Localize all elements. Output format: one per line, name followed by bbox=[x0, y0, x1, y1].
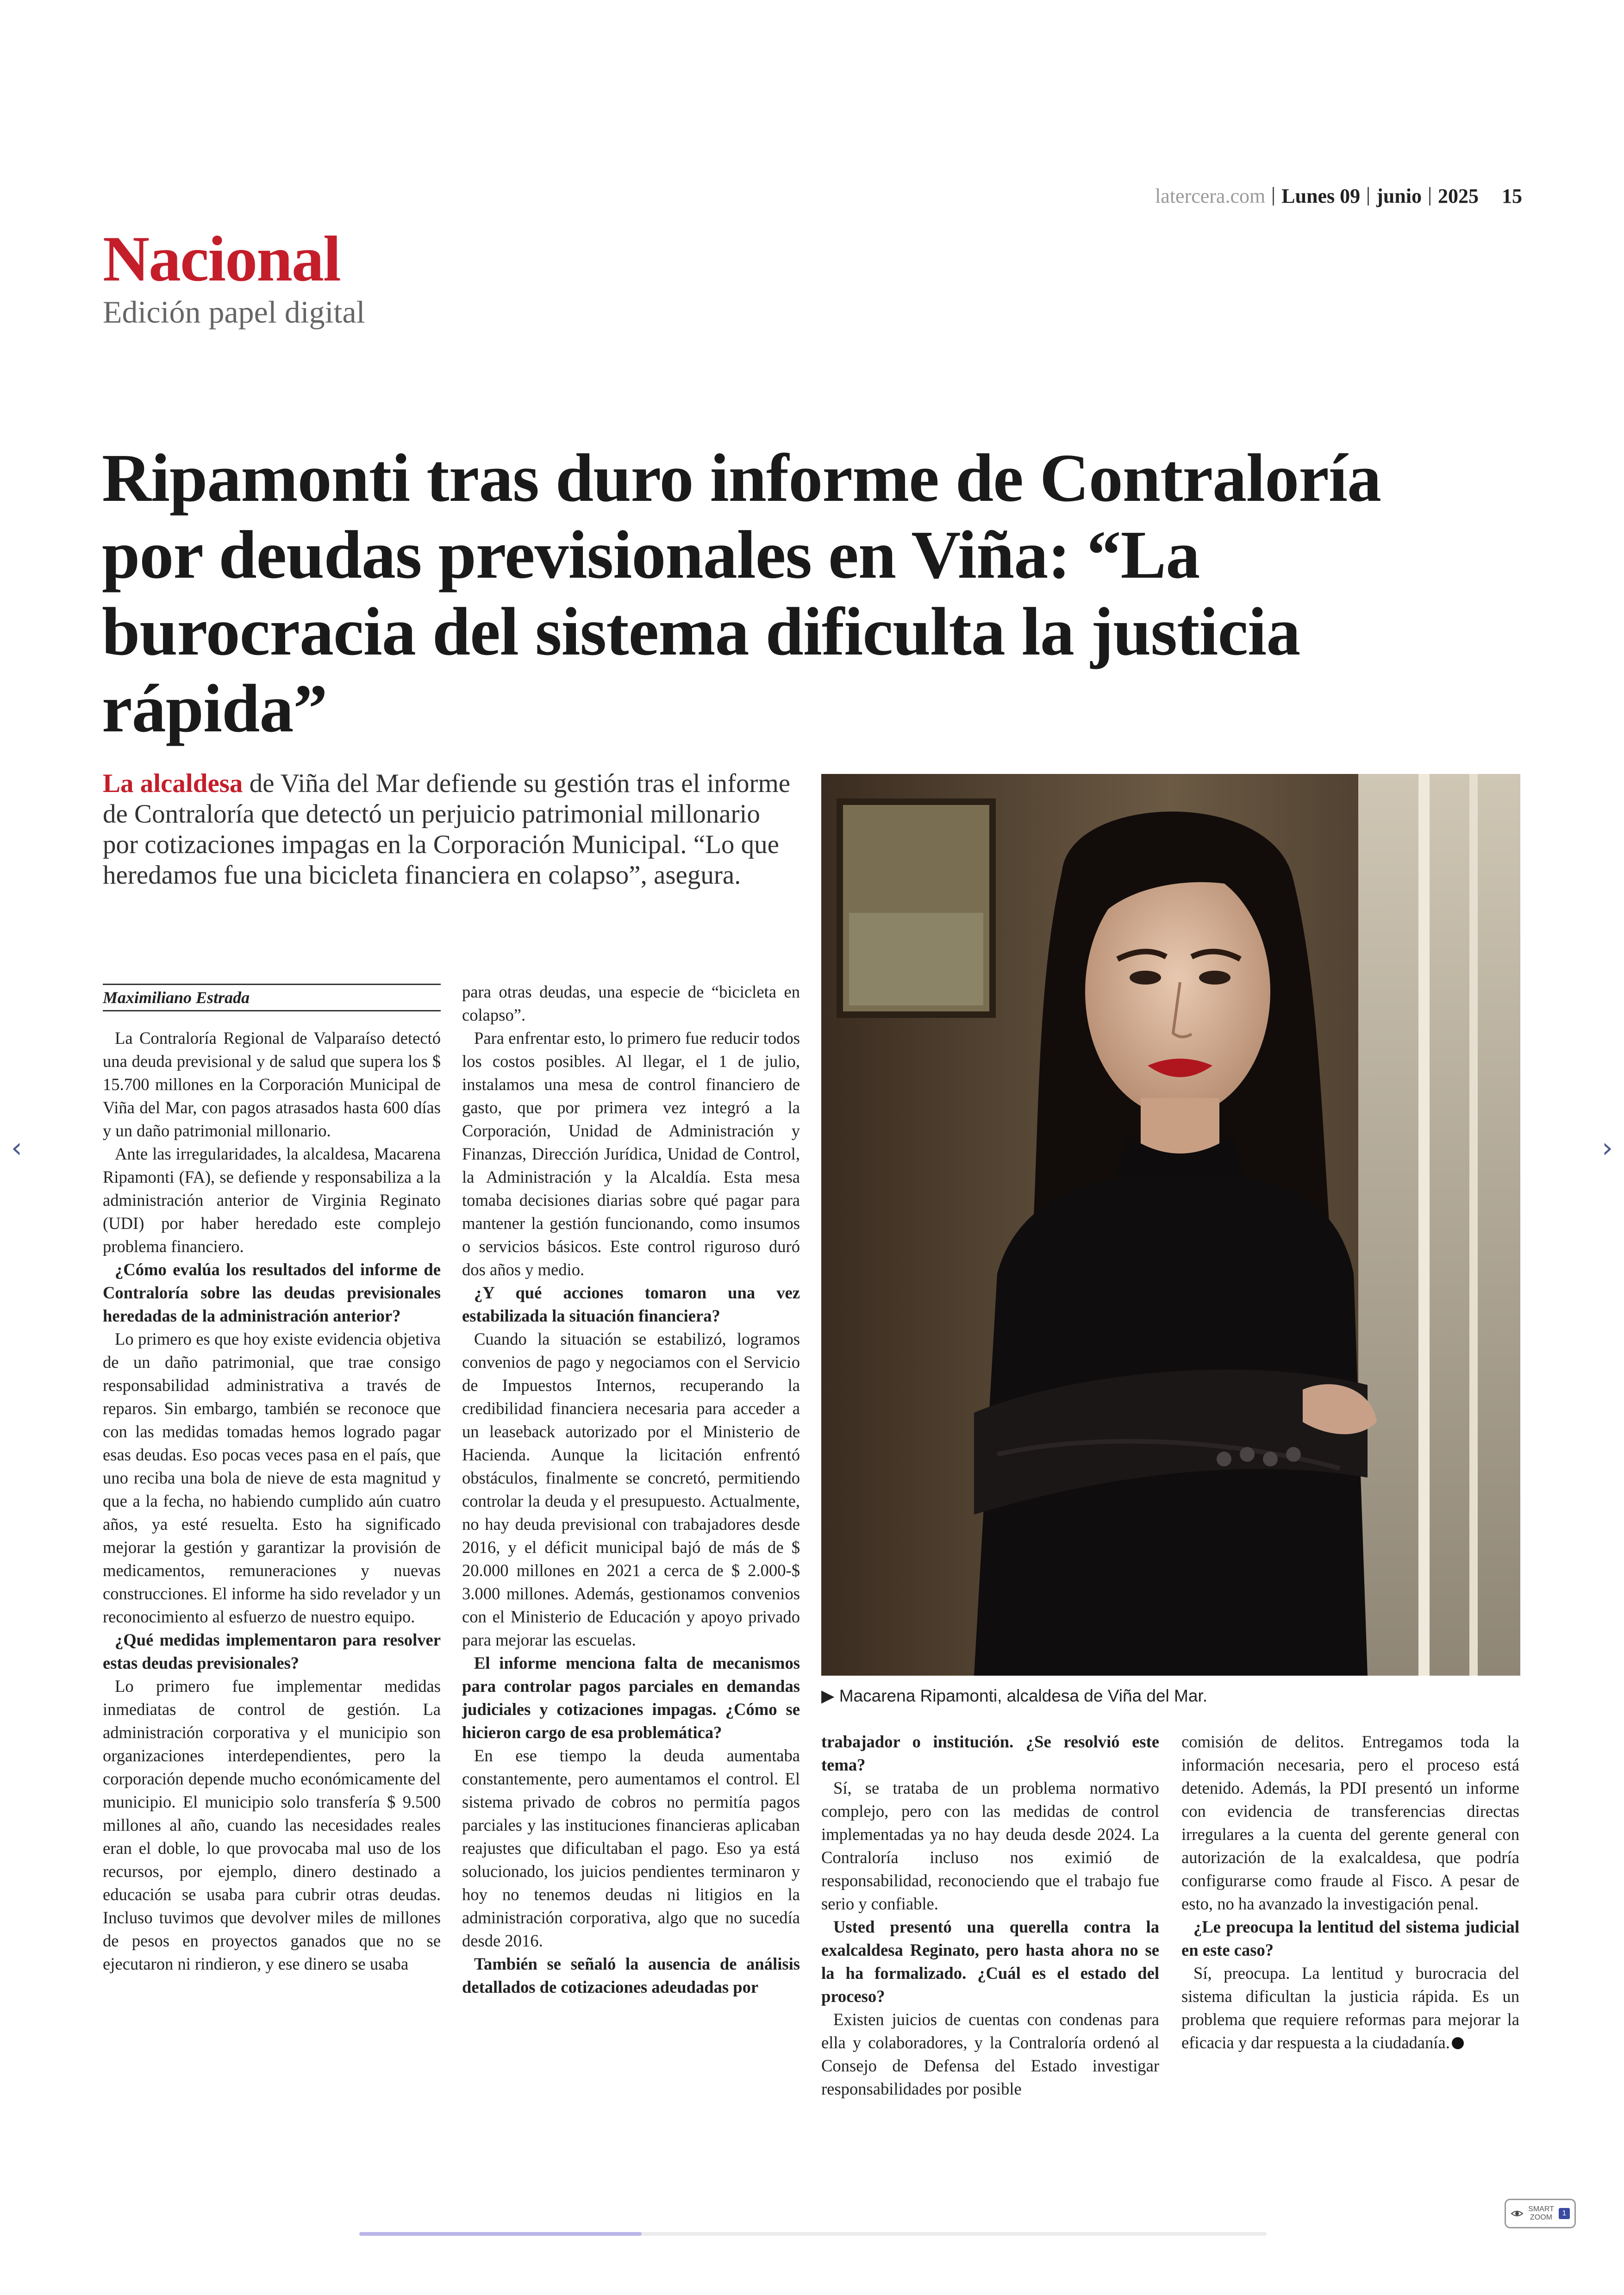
edition-label: Edición papel digital bbox=[103, 294, 365, 330]
smart-zoom-label bbox=[1528, 2205, 1554, 2222]
prev-page-button[interactable] bbox=[7, 1129, 26, 1166]
chevron-right-icon: › bbox=[1602, 1132, 1613, 1164]
folio-day: Lunes 09 bbox=[1281, 185, 1361, 207]
article-column-4 bbox=[1181, 1730, 1519, 2054]
smart-zoom-button[interactable] bbox=[1505, 2199, 1576, 2228]
interview-question: ¿Le preocupa la lentitud del sistema judicial en este caso? bbox=[1181, 1917, 1519, 1959]
next-page-button[interactable] bbox=[1598, 1129, 1617, 1166]
body-paragraph: Ante las irregularidades, la alcaldesa, Macarena Ripamonti (FA), se defiende y responsabiliza a la administración anterior de Virginia Reginato (UDI) por haber heredado este complejo problema financiero. bbox=[103, 1144, 441, 1256]
chevron-left-icon: ‹ bbox=[11, 1132, 22, 1164]
article-column-2 bbox=[462, 980, 800, 1999]
interview-question: trabajador o institución. ¿Se resolvió este tema? bbox=[821, 1732, 1159, 1774]
smart-zoom-label-line2: ZOOM bbox=[1530, 2214, 1552, 2221]
portrait-illustration bbox=[821, 774, 1520, 1676]
page-number: 15 bbox=[1502, 185, 1522, 207]
scrollbar-thumb[interactable] bbox=[359, 2232, 642, 2236]
site-name: latercera.com bbox=[1155, 185, 1266, 207]
interview-question: Usted presentó una querella contra la exalcaldesa Reginato, pero hasta ahora no se la ha formalizado. ¿Cuál es el estado del proceso? bbox=[821, 1917, 1159, 2006]
body-paragraph bbox=[1181, 1962, 1519, 2054]
body-paragraph: En ese tiempo la deuda aumentaba constantemente, pero aumentamos el control. El sistema privado de cobros no permitía pagos parciales y las instituciones financieras aplicaban reajustes que dificultaban el pago. Eso ya está solucionado, los juicios pendientes terminaron y hoy no tenemos deudas ni litigios en la administración corporativa, algo que no sucedía desde 2016. bbox=[462, 1746, 800, 1950]
interview-question: También se señaló la ausencia de análisis detallados de cotizaciones adeudadas por bbox=[462, 1954, 800, 1996]
lead-kicker: La alcaldesa bbox=[103, 769, 243, 798]
body-paragraph: Para enfrentar esto, lo primero fue reducir todos los costos posibles. Al llegar, el 1 de julio, instalamos una mesa de control financiero de gasto, que por primera vez integró a la Corporación, Unidad de Administración y Finanzas, Dirección Jurídica, Unidad de Control, la Administración y la Alcaldía. Esta mesa tomaba decisiones diarias sobre qué pagar para mantener la gestión funcionando, como insumos o servicios básicos. Este control riguroso duró dos años y medio. bbox=[462, 1029, 800, 1279]
smart-zoom-count: 1 bbox=[1559, 2208, 1570, 2219]
interview-question: ¿Qué medidas implementaron para resolver estas deudas previsionales? bbox=[103, 1630, 441, 1672]
folio-month: junio bbox=[1376, 185, 1422, 207]
article-photo bbox=[821, 774, 1520, 1676]
article-headline: Ripamonti tras duro informe de Contraloría por deudas previsionales en Viña: “La burocracia del sistema dificulta la justicia rápida” bbox=[102, 440, 1381, 747]
article-lead bbox=[103, 768, 797, 891]
page-scrollbar[interactable] bbox=[359, 2232, 1267, 2236]
lead-text: de Viña del Mar defiende su gestión tras el informe de Contraloría que detectó un perjuicio patrimonial millonario por cotizaciones impagas en la Corporación Municipal. “Lo que heredamos fue una bicicleta financiera en colapso”, asegura. bbox=[103, 769, 791, 890]
closing-paragraph-text: Sí, preocupa. La lentitud y burocracia del sistema dificultan la justicia rápida. Es un problema que requiere reformas para mejorar la eficacia y dar respuesta a la ciudadanía. bbox=[1181, 1964, 1519, 2052]
folio-year: 2025 bbox=[1438, 185, 1479, 207]
body-paragraph: para otras deudas, una especie de “bicicleta en colapso”. bbox=[462, 982, 800, 1024]
folio-divider bbox=[1273, 187, 1274, 206]
body-paragraph: La Contraloría Regional de Valparaíso detectó una deuda previsional y de salud que supera los $ 15.700 millones en la Corporación Municipal de Viña del Mar, con pagos atrasados hasta 600 días y un daño patrimonial millonario. bbox=[103, 1029, 441, 1140]
page-folio bbox=[1155, 184, 1522, 208]
eye-icon bbox=[1511, 2209, 1524, 2218]
interview-question: ¿Y qué acciones tomaron una vez estabilizada la situación financiera? bbox=[462, 1283, 800, 1325]
body-paragraph: Sí, se trataba de un problema normativo complejo, pero con las medidas de control implementadas ya no hay deuda desde 2024. La Contraloría incluso nos eximió de responsabilidad, reconociendo que el trabajo fue serio y confiable. bbox=[821, 1778, 1159, 1913]
article-column-1 bbox=[103, 1027, 441, 1976]
body-paragraph: Lo primero fue implementar medidas inmediatas de control de gestión. La administración corporativa y el municipio son organizaciones interdependientes, pero la corporación depende mucho económicamente del municipio. El municipio solo transfería $ 9.500 millones al año, cuando las necesidades reales eran el doble, lo que provocaba mal uso de los recursos, por ejemplo, dinero destinado a educación se usaba para cubrir otras deudas. Incluso tuvimos que devolver miles de millones de pesos en proyectos ganados que no se ejecutaron ni rindieron, y ese dinero se usaba bbox=[103, 1677, 441, 1973]
article-column-3 bbox=[821, 1730, 1159, 2101]
interview-question: El informe menciona falta de mecanismos para controlar pagos parciales en demandas judiciales y cotizaciones impagas. ¿Cómo se hicieron cargo de esa problemática? bbox=[462, 1653, 800, 1742]
section-title: Nacional bbox=[103, 223, 340, 295]
folio-divider bbox=[1429, 187, 1430, 206]
photo-caption: ▶ Macarena Ripamonti, alcaldesa de Viña del Mar. bbox=[821, 1686, 1207, 1705]
article-byline: Maximiliano Estrada bbox=[103, 984, 441, 1011]
body-paragraph: Existen juicios de cuentas con condenas para ella y colaboradores, y la Contraloría ordenó al Consejo de Defensa del Estado investigar responsabilidades por posible bbox=[821, 2010, 1159, 2098]
body-paragraph: Lo primero es que hoy existe evidencia objetiva de un daño patrimonial, que trae consigo responsabilidad administrativa a través de reparos. Sin embargo, también se reconoce que con las medidas tomadas hemos logrado pagar esas deudas. Eso pocas veces pasa en el país, que uno reciba una bola de nieve de esta magnitud y que a la fecha, no habiendo cumplido aún cuatro años, ya esté resuelta. Esto ha significado mejorar la gestión y garantizar la provisión de medicamentos, remuneraciones y nuevas construcciones. El informe ha sido revelador y un reconocimiento al esfuerzo de nuestro equipo. bbox=[103, 1329, 441, 1626]
smart-zoom-label-line1: SMART bbox=[1528, 2205, 1554, 2213]
end-mark-icon bbox=[1452, 2037, 1464, 2049]
body-paragraph: comisión de delitos. Entregamos toda la información necesaria, pero el proceso está detenido. Además, la PDI presentó un informe con evidencia de transferencias directas irregulares a la cuenta del gerente general con autorización de la exalcaldesa, que podría configurarse como fraude al Fisco. A pesar de esto, no ha avanzado la investigación penal. bbox=[1181, 1732, 1519, 1913]
interview-question: ¿Cómo evalúa los resultados del informe de Contraloría sobre las deudas previsionales heredadas de la administración anterior? bbox=[103, 1260, 441, 1325]
body-paragraph: Cuando la situación se estabilizó, logramos convenios de pago y negociamos con el Servicio de Impuestos Internos, recuperando la credibilidad financiera necesaria para acceder a un leaseback autorizado por el Ministerio de Hacienda. Aunque la licitación enfrentó obstáculos, finalmente se concretó, permitiendo controlar la deuda y el presupuesto. Actualmente, no hay deuda previsional con trabajadores desde 2016, y el déficit municipal bajó de más de $ 20.000 millones en 2021 a cerca de $ 2.000-$ 3.000 millones. Además, gestionamos convenios con el Ministerio de Educación y apoyo privado para mejorar las escuelas. bbox=[462, 1329, 800, 1649]
folio-divider bbox=[1368, 187, 1369, 206]
